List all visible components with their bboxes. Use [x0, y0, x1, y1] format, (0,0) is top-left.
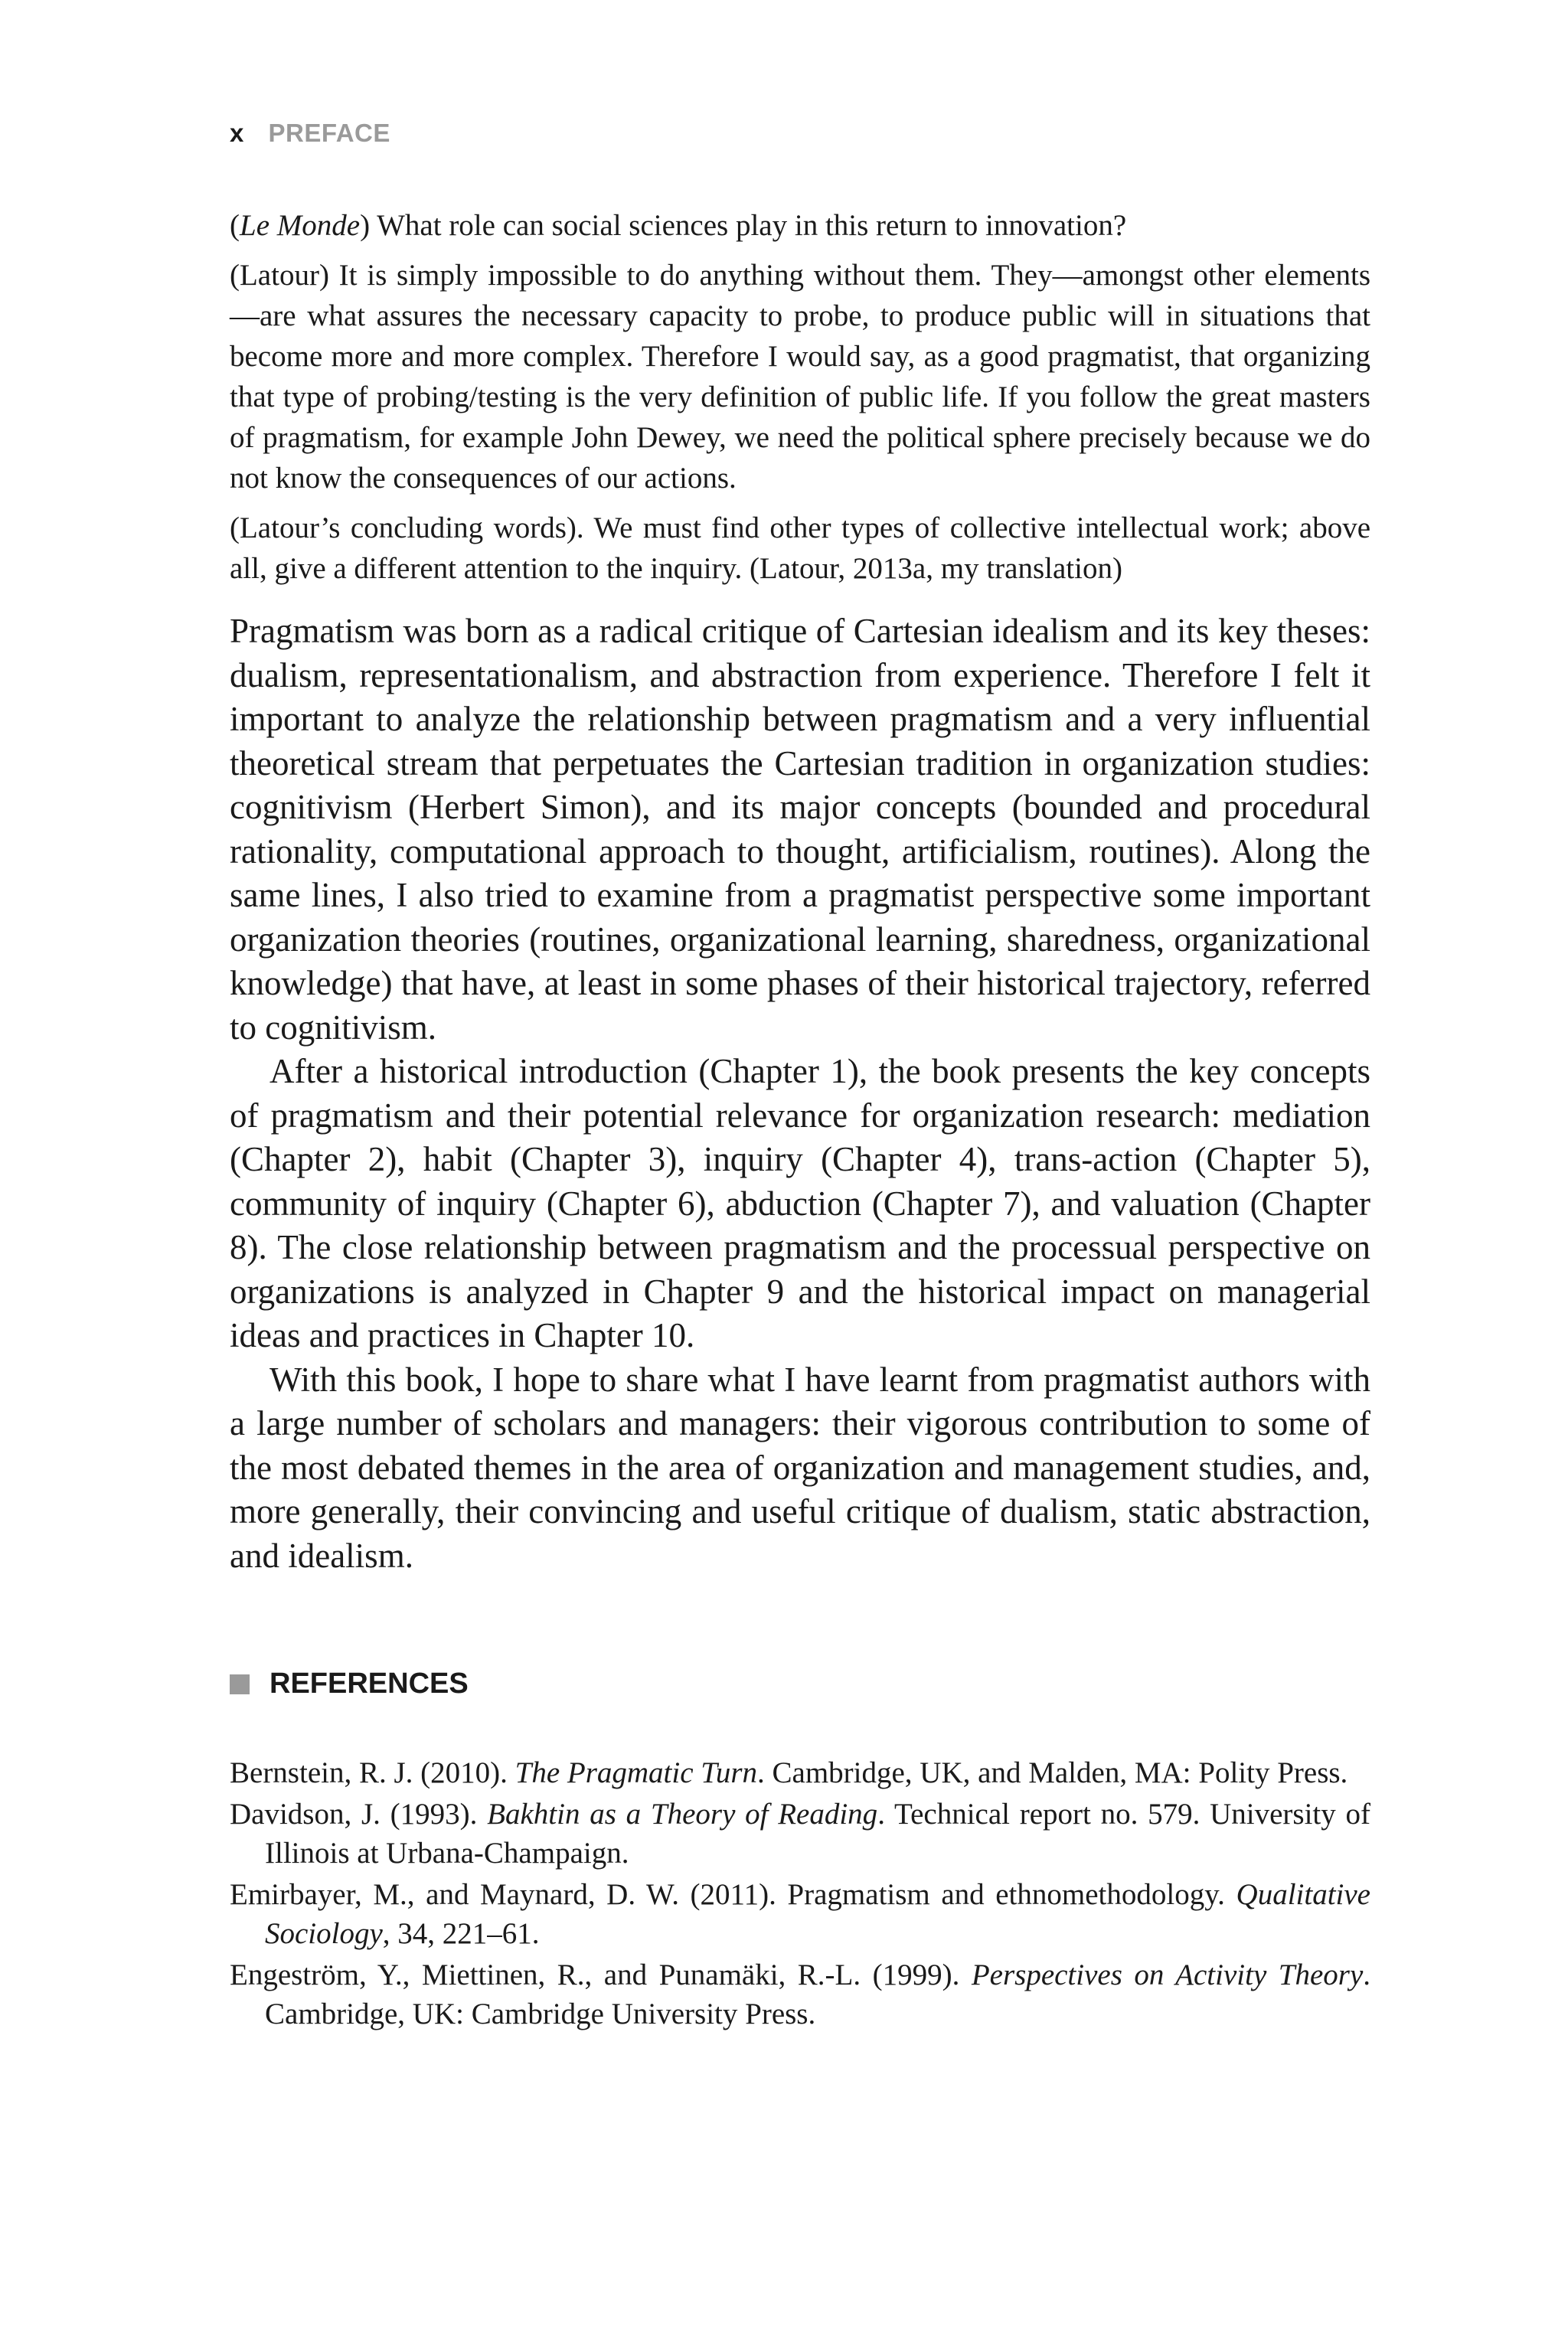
heading-square-icon [230, 1674, 250, 1694]
quote-source: Le Monde [240, 209, 361, 242]
references-heading [230, 1668, 469, 1700]
reference-item: Bernstein, R. J. (2010). The Pragmatic Turn. Cambridge, UK, and Malden, MA: Polity Press. [230, 1756, 1348, 1789]
body-text [230, 609, 1370, 1578]
reference-item: Engeström, Y., Miettinen, R., and Punamäki, R.-L. (1999). Perspectives on Activity Theory. Cambridge, UK: Cambridge University Press. [230, 1958, 1371, 2030]
body-paragraph: With this book, I hope to share what I have learnt from pragmatist authors with a large number of scholars and managers: their vigorous contribution to some of the most debated themes in the area of organization and management studies, and, more generally, their convincing and useful critique of dualism, static abstraction, and idealism. [230, 1360, 1370, 1575]
reference-item: Emirbayer, M., and Maynard, D. W. (2011). Pragmatism and ethnomethodology. Qualitative Sociology, 34, 221–61. [230, 1878, 1370, 1950]
quote-paragraph: (Latour’s concluding words). We must find other types of collective intellectual work; above all, give a different attention to the inquiry. (Latour, 2013a, my translation) [230, 511, 1370, 585]
quote-paragraph: (Latour) It is simply impossible to do anything without them. They—amongst other elements—are what assures the necessary capacity to probe, to produce public will in situations that become more and more complex. Therefore I would say, as a good pragmatist, that organizing that type of probing/testing is the very definition of public life. If you follow the great masters of pragmatism, for example John Dewey, we need the political sphere precisely because we do not know the consequences of our actions. [230, 259, 1370, 495]
running-head [230, 119, 390, 148]
quote-paragraph: (Le Monde) What role can social sciences play in this return to innovation? [230, 209, 1127, 242]
reference-list [230, 1753, 1370, 2036]
body-paragraph: After a historical introduction (Chapter 1), the book presents the key concepts of pragmatism and their potential relevance for organization research: mediation (Chapter 2), habit (Chapter 3), inquiry (Chapter 4), trans-action (Chapter 5), community of inquiry (Chapter 6), abduction (Chapter 7), and valuation (Chapter 8). The close relationship between pragmatism and the processual perspective on organizations is analyzed in Chapter 9 and the historical impact on managerial ideas and practices in Chapter 10. [230, 1052, 1370, 1354]
reference-item: Davidson, J. (1993). Bakhtin as a Theory of Reading. Technical report no. 579. University of Illinois at Urbana-Champaign. [230, 1798, 1371, 1870]
body-paragraph: Pragmatism was born as a radical critique of Cartesian idealism and its key theses: dualism, representationalism, and abstraction from experience. Therefore I felt it important to analyze the relationship between pragmatism and a very influential theoretical stream that perpetuates the Cartesian tradition in organization studies: cognitivism (Herbert Simon), and its major concepts (bounded and procedural rationality, computational approach to thought, artificialism, routines). Along the same lines, I also tried to examine from a pragmatist perspective some important organization theories (routines, organizational learning, sharedness, organizational knowledge) that have, at least in some phases of their historical trajectory, referred to cognitivism. [230, 612, 1370, 1047]
references-title: REFERENCES [270, 1668, 469, 1700]
section-title: PREFACE [268, 119, 390, 147]
block-quote [230, 205, 1370, 598]
page-number: x [230, 119, 244, 147]
